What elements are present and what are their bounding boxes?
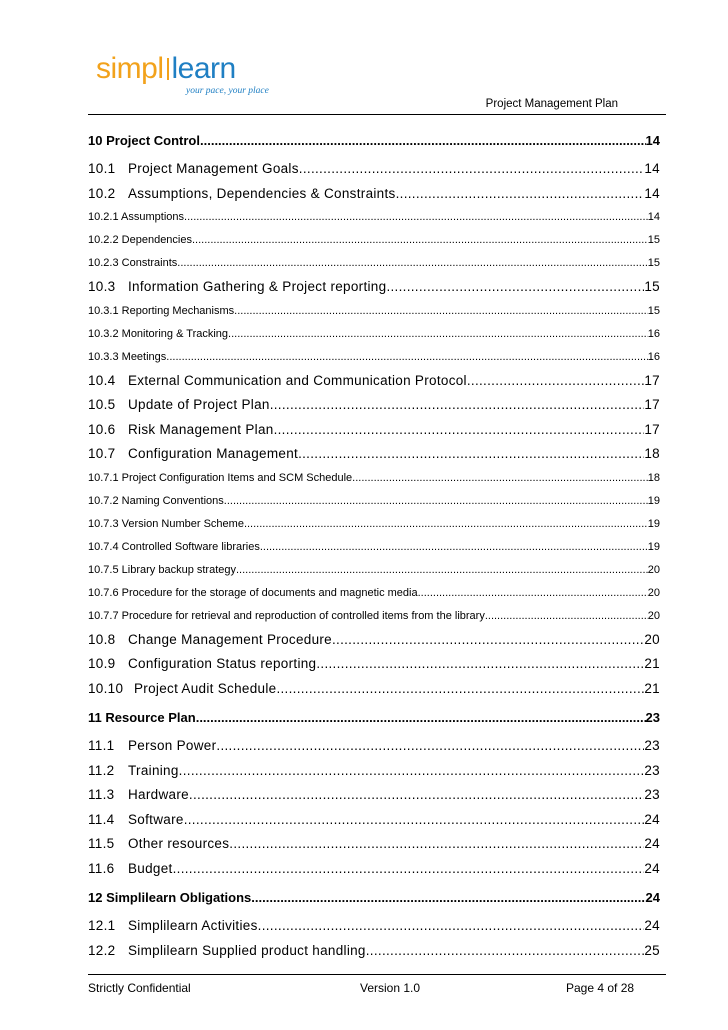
toc-entry-title: Simplilearn Supplied product handling bbox=[128, 942, 366, 958]
toc-entry-page: 19 bbox=[647, 494, 660, 507]
toc-entry-label bbox=[88, 783, 189, 808]
toc-entry-label bbox=[88, 886, 251, 910]
toc-entry-title: Budget bbox=[128, 860, 173, 876]
toc-leader-dots bbox=[173, 857, 645, 882]
toc-entry-title: Resource Plan bbox=[105, 710, 196, 725]
toc-entry-page: 18 bbox=[647, 471, 660, 484]
toc-entry[interactable] bbox=[88, 467, 660, 490]
footer-confidentiality: Strictly Confidential bbox=[88, 981, 191, 995]
toc-entry-label bbox=[88, 677, 276, 702]
toc-leader-dots bbox=[332, 628, 644, 653]
toc-entry-page: 23 bbox=[644, 762, 660, 778]
toc-entry-number: 10.6 bbox=[88, 421, 116, 437]
toc-entry-title: Naming Conventions bbox=[121, 494, 224, 507]
toc-leader-dots bbox=[366, 939, 645, 964]
toc-entry[interactable] bbox=[88, 734, 660, 759]
toc-entry-page: 14 bbox=[644, 185, 660, 201]
toc-entry[interactable] bbox=[88, 206, 660, 229]
toc-leader-dots bbox=[184, 808, 645, 833]
toc-leader-dots bbox=[418, 582, 648, 605]
toc-entry-number: 10.7.7 bbox=[88, 609, 119, 622]
toc-entry-title: Procedure for the storage of documents and magnetic media bbox=[121, 586, 418, 599]
toc-leader-dots bbox=[316, 652, 644, 677]
toc-entry-label bbox=[88, 808, 184, 833]
toc-entry-title: Update of Project Plan bbox=[128, 397, 270, 412]
toc-leader-dots bbox=[200, 129, 646, 153]
toc-entry[interactable] bbox=[88, 886, 660, 910]
toc-entry-label bbox=[88, 939, 366, 964]
toc-entry[interactable] bbox=[88, 559, 660, 582]
toc-entry-number: 11.3 bbox=[88, 787, 115, 802]
logo-bar bbox=[167, 58, 169, 80]
toc-leader-dots bbox=[467, 369, 645, 394]
toc-entry-title: Library backup strategy bbox=[121, 563, 236, 576]
toc-entry[interactable] bbox=[88, 129, 660, 153]
toc-entry-number: 10.2 bbox=[88, 185, 116, 201]
toc-entry[interactable] bbox=[88, 252, 660, 275]
toc-entry-page: 14 bbox=[644, 161, 660, 176]
toc-entry-number: 10.4 bbox=[88, 372, 116, 388]
toc-entry-label bbox=[88, 857, 173, 882]
toc-leader-dots bbox=[485, 605, 648, 628]
toc-entry[interactable] bbox=[88, 808, 660, 833]
toc-entry-label bbox=[88, 418, 274, 443]
toc-entry-number: 10.7.5 bbox=[88, 563, 119, 576]
toc-entry[interactable] bbox=[88, 490, 660, 513]
toc-entry[interactable] bbox=[88, 536, 660, 559]
toc-entry-page: 25 bbox=[644, 942, 660, 958]
toc-entry-page: 23 bbox=[644, 787, 660, 802]
toc-entry-page: 18 bbox=[644, 446, 660, 461]
toc-entry-number: 10.7.4 bbox=[88, 540, 119, 553]
toc-entry-title: Assumptions, Dependencies & Constraints bbox=[128, 185, 396, 201]
toc-entry-number: 10.7.2 bbox=[88, 494, 119, 507]
toc-entry-page: 20 bbox=[647, 609, 660, 622]
toc-leader-dots bbox=[276, 677, 644, 702]
toc-entry-number: 10.2.1 bbox=[88, 211, 119, 223]
logo-text-part2: learn bbox=[171, 52, 236, 85]
toc-entry[interactable] bbox=[88, 442, 660, 467]
toc-entry-title: External Communication and Communication Protocol bbox=[128, 372, 467, 388]
toc-entry-label bbox=[88, 129, 200, 153]
toc-entry-title: Person Power bbox=[128, 738, 217, 753]
toc-entry[interactable] bbox=[88, 346, 660, 369]
toc-entry[interactable] bbox=[88, 300, 660, 323]
toc-entry-title: Controlled Software libraries bbox=[121, 540, 260, 553]
toc-entry[interactable] bbox=[88, 393, 660, 418]
toc-entry-number: 10.3.1 bbox=[88, 304, 119, 317]
toc-entry-title: Change Management Procedure bbox=[128, 631, 332, 647]
toc-entry-number: 10.5 bbox=[88, 397, 116, 412]
toc-entry-title: Meetings bbox=[121, 350, 167, 363]
toc-leader-dots bbox=[236, 559, 648, 582]
toc-entry-page: 15 bbox=[647, 257, 660, 269]
toc-entry[interactable] bbox=[88, 652, 660, 677]
toc-entry[interactable] bbox=[88, 832, 660, 857]
toc-entry-title: Dependencies bbox=[121, 234, 192, 246]
toc-entry-number: 10.1 bbox=[88, 161, 116, 176]
toc-leader-dots bbox=[386, 275, 644, 300]
toc-entry-page: 15 bbox=[647, 304, 660, 317]
toc-entry[interactable] bbox=[88, 677, 660, 702]
toc-entry-label bbox=[88, 832, 229, 857]
toc-entry-number: 11.2 bbox=[88, 762, 115, 778]
toc-entry-number: 12.2 bbox=[88, 942, 116, 958]
toc-entry[interactable] bbox=[88, 783, 660, 808]
toc-entry-page: 17 bbox=[644, 372, 660, 388]
toc-entry-label bbox=[88, 182, 396, 207]
footer-page-number: Page 4 of 28 bbox=[566, 981, 635, 995]
toc-entry-page: 19 bbox=[647, 540, 660, 553]
toc-entry-page: 24 bbox=[645, 890, 660, 905]
toc-entry-title: Project Management Goals bbox=[128, 161, 299, 176]
toc-entry-label bbox=[88, 582, 418, 605]
toc-entry-title: Information Gathering & Project reporting bbox=[128, 279, 387, 294]
toc-entry-label bbox=[88, 229, 192, 252]
toc-entry[interactable] bbox=[88, 418, 660, 443]
toc-entry-label bbox=[88, 536, 260, 559]
toc-entry[interactable] bbox=[88, 323, 660, 346]
toc-entry-label bbox=[88, 914, 258, 939]
toc-entry[interactable] bbox=[88, 369, 660, 394]
toc-leader-dots bbox=[299, 157, 645, 182]
toc-entry-title: Constraints bbox=[121, 257, 178, 269]
toc-entry-label bbox=[88, 652, 316, 677]
toc-leader-dots bbox=[228, 323, 648, 346]
toc-entry-title: Other resources bbox=[128, 836, 230, 851]
toc-entry-title: Project Control bbox=[106, 133, 200, 148]
toc-entry-page: 24 bbox=[644, 860, 660, 876]
toc-leader-dots bbox=[189, 783, 644, 808]
toc-entry-label bbox=[88, 490, 224, 513]
toc-entry-number: 10.8 bbox=[88, 631, 116, 647]
toc-entry-title: Project Configuration Items and SCM Schedule bbox=[121, 471, 353, 484]
toc-entry-page: 14 bbox=[647, 211, 660, 223]
toc-entry[interactable] bbox=[88, 513, 660, 536]
toc-entry-number: 10.3.2 bbox=[88, 327, 119, 340]
toc-entry-page: 15 bbox=[644, 279, 660, 294]
toc-leader-dots bbox=[184, 206, 648, 229]
toc-leader-dots bbox=[224, 490, 648, 513]
toc-entry[interactable] bbox=[88, 157, 660, 182]
toc-entry-title: Configuration Management bbox=[128, 446, 299, 461]
logo-tagline: your pace, your place bbox=[186, 86, 269, 96]
toc-entry-page: 24 bbox=[644, 918, 660, 933]
toc-entry[interactable] bbox=[88, 229, 660, 252]
toc-leader-dots bbox=[352, 467, 648, 490]
toc-entry-page: 17 bbox=[644, 397, 660, 412]
toc-entry-page: 21 bbox=[644, 680, 660, 696]
toc-leader-dots bbox=[177, 252, 647, 275]
toc-entry-number: 10 bbox=[88, 133, 103, 148]
toc-entry-label bbox=[88, 467, 352, 490]
toc-entry[interactable] bbox=[88, 706, 660, 730]
toc-leader-dots bbox=[196, 706, 646, 730]
toc-leader-dots bbox=[192, 229, 648, 252]
toc-entry-number: 10.2.2 bbox=[88, 234, 119, 246]
toc-entry-title: Hardware bbox=[128, 787, 189, 802]
toc-leader-dots bbox=[216, 734, 644, 759]
toc-entry-number: 10.10 bbox=[88, 680, 124, 696]
toc-entry-title: Simplilearn Obligations bbox=[106, 890, 252, 905]
toc-entry-number: 11.5 bbox=[88, 836, 115, 851]
toc-entry-page: 16 bbox=[647, 350, 660, 363]
toc-leader-dots bbox=[274, 418, 645, 443]
toc-leader-dots bbox=[166, 346, 647, 369]
toc-entry-page: 14 bbox=[645, 133, 660, 148]
toc-entry-label bbox=[88, 157, 299, 182]
toc-entry-label bbox=[88, 206, 184, 229]
toc-entry-label bbox=[88, 442, 298, 467]
toc-leader-dots bbox=[251, 886, 645, 910]
toc-entry-label bbox=[88, 346, 166, 369]
toc-entry-label bbox=[88, 252, 177, 275]
toc-entry-page: 20 bbox=[647, 563, 660, 576]
toc-entry-number: 10.7 bbox=[88, 446, 116, 461]
table-of-contents bbox=[88, 124, 660, 963]
toc-entry[interactable] bbox=[88, 759, 660, 784]
toc-entry-number: 11 bbox=[88, 710, 102, 725]
toc-entry-label bbox=[88, 759, 179, 784]
toc-entry-title: Version Number Scheme bbox=[121, 517, 244, 530]
toc-entry-page: 21 bbox=[644, 656, 660, 671]
toc-entry-number: 10.7.1 bbox=[88, 471, 119, 484]
toc-entry-page: 19 bbox=[647, 517, 660, 530]
toc-entry[interactable] bbox=[88, 628, 660, 653]
toc-entry-label bbox=[88, 369, 467, 394]
toc-entry-number: 10.7.6 bbox=[88, 586, 119, 599]
toc-entry-title: Software bbox=[128, 811, 184, 827]
toc-leader-dots bbox=[298, 442, 644, 467]
toc-entry-label bbox=[88, 559, 236, 582]
document-header-title: Project Management Plan bbox=[485, 98, 618, 110]
header-rule bbox=[88, 114, 666, 115]
toc-entry-page: 20 bbox=[644, 631, 660, 647]
toc-entry[interactable] bbox=[88, 914, 660, 939]
footer-rule bbox=[88, 974, 666, 975]
footer-version: Version 1.0 bbox=[360, 981, 421, 995]
toc-leader-dots bbox=[179, 759, 645, 784]
toc-entry-number: 12.1 bbox=[88, 918, 116, 933]
toc-entry[interactable] bbox=[88, 275, 660, 300]
toc-leader-dots bbox=[270, 393, 645, 418]
toc-entry-number: 10.3.3 bbox=[88, 350, 119, 363]
simplilearn-logo bbox=[96, 52, 296, 102]
toc-entry-title: Monitoring & Tracking bbox=[121, 327, 229, 340]
logo-text-part1: simpl bbox=[96, 52, 164, 85]
toc-entry-number: 11.1 bbox=[88, 738, 115, 753]
toc-entry[interactable] bbox=[88, 582, 660, 605]
toc-entry-page: 17 bbox=[644, 421, 660, 437]
toc-entry-title: Configuration Status reporting bbox=[128, 656, 317, 671]
toc-entry-label bbox=[88, 628, 332, 653]
toc-entry[interactable] bbox=[88, 182, 660, 207]
toc-leader-dots bbox=[234, 300, 648, 323]
toc-entry-label bbox=[88, 706, 196, 730]
toc-entry-title: Assumptions bbox=[121, 211, 185, 223]
toc-entry[interactable] bbox=[88, 939, 660, 964]
toc-entry-number: 11.6 bbox=[88, 860, 115, 876]
toc-leader-dots bbox=[244, 513, 648, 536]
toc-entry-label bbox=[88, 605, 485, 628]
toc-leader-dots bbox=[258, 914, 645, 939]
toc-entry-title: Procedure for retrieval and reproduction of controlled items from the library bbox=[121, 609, 485, 622]
toc-entry-label bbox=[88, 300, 234, 323]
toc-entry-page: 24 bbox=[644, 811, 660, 827]
toc-leader-dots bbox=[396, 182, 645, 207]
toc-entry-number: 10.3 bbox=[88, 279, 116, 294]
toc-entry-page: 20 bbox=[647, 586, 660, 599]
toc-entry[interactable] bbox=[88, 605, 660, 628]
toc-entry-label bbox=[88, 393, 270, 418]
toc-entry-label bbox=[88, 513, 244, 536]
toc-entry-title: Simplilearn Activities bbox=[128, 918, 258, 933]
toc-entry-page: 24 bbox=[644, 836, 660, 851]
toc-entry-number: 12 bbox=[88, 890, 103, 905]
toc-entry-number: 10.9 bbox=[88, 656, 116, 671]
toc-entry-number: 10.2.3 bbox=[88, 257, 119, 269]
toc-entry-label bbox=[88, 734, 216, 759]
toc-entry-title: Project Audit Schedule bbox=[134, 680, 277, 696]
toc-entry-page: 15 bbox=[647, 234, 660, 246]
toc-entry-label bbox=[88, 275, 386, 300]
toc-entry-page: 23 bbox=[644, 738, 660, 753]
toc-entry[interactable] bbox=[88, 857, 660, 882]
toc-entry-label bbox=[88, 323, 228, 346]
toc-entry-number: 10.7.3 bbox=[88, 517, 119, 530]
toc-entry-number: 11.4 bbox=[88, 811, 115, 827]
toc-leader-dots bbox=[229, 832, 644, 857]
toc-entry-page: 23 bbox=[645, 710, 660, 725]
toc-leader-dots bbox=[260, 536, 648, 559]
toc-entry-title: Training bbox=[128, 762, 179, 778]
toc-entry-title: Risk Management Plan bbox=[128, 421, 274, 437]
toc-entry-title: Reporting Mechanisms bbox=[121, 304, 235, 317]
toc-entry-page: 16 bbox=[647, 327, 660, 340]
